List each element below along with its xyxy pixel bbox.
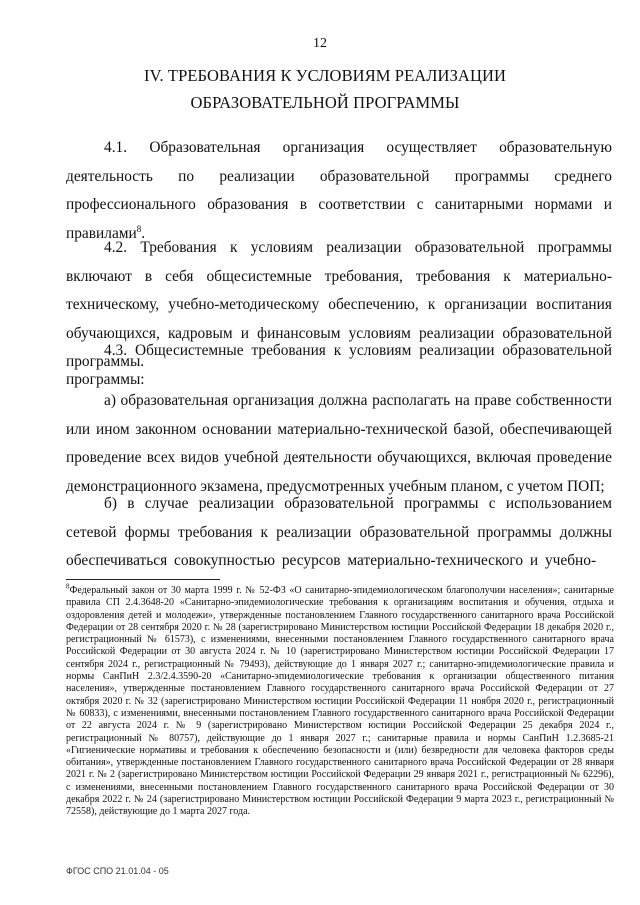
footnote-ref-8[interactable]: 8	[136, 223, 142, 234]
paragraph-a: а) образовательная организация должна располагать на праве собственности или ином законном основании материально-технической базой, обеспечивающей проведение всех видов учебной деятельности обучающихся, включая проведение демонстрационного экзамена, предусмотренных учебным планом, с учетом ПОП;	[66, 392, 612, 495]
section-heading: IV. ТРЕБОВАНИЯ К УСЛОВИЯМ РЕАЛИЗАЦИИ ОБРАЗОВАТЕЛЬНОЙ ПРОГРАММЫ	[143, 66, 507, 112]
document-code: ФГОС СПО 21.01.04 - 05	[66, 866, 169, 876]
paragraph-b: б) в случае реализации образовательной программы с использованием сетевой формы требования к реализации образовательной программы должны обеспечиваться совокупностью ресурсов материально-технического и учебно-	[66, 495, 612, 569]
page-number: 12	[313, 36, 327, 51]
paragraph-4-1	[66, 134, 612, 248]
footnote-separator	[66, 579, 220, 580]
footnote-text: Федеральный закон от 30 марта 1999 г. № 52-ФЗ «О санитарно-эпидемиологическом благополучии населения»; санитарные правила СП 2.4.3648-20 «Санитарно-эпидемиологические требования к организациям воспитания и обучения, отдыха и оздоровления детей и молодежи», утвержденные постановлением Главного государственного санитарного врача Российской Федерации от 28 сентября 2020 г. № 28 (зарегистрировано Министерством юстиции Российской Федерации 18 декабря 2020 г., регистрационный № 61573), с изменениями, внесенными постановлением Главного государственного санитарного врача Российской Федерации от 30 августа 2024 г. № 10 (зарегистрировано Министерством юстиции Российской Федерации 17 сентября 2024 г., регистрационный № 79493), действующие до 1 января 2027 г.; санитарно-эпидемиологические правила и нормы СанПиН 2.3/2.4.3590-20 «Санитарно-эпидемиологические требования к организации общественного питания населения», утвержденные постановлением Главного государственного санитарного врача Российской Федерации от 27 октября 2020 г. № 32 (зарегистрировано Министерством юстиции Российской Федерации 11 ноября 2020 г., регистрационный № 60833), с изменениями, внесенными постановлением Главного государственного санитарного врача Российской Федерации от 22 августа 2024 г. № 9 (зарегистрировано Министерством юстиции Российской Федерации 25 декабря 2024 г., регистрационный № 80757), действующие до 1 января 2027 г.; санитарные правила и нормы СанПиН 1.2.3685-21 «Гигиенические нормативы и требования к обеспечению безопасности и (или) безвредности для человека факторов среды обитания», утвержденные постановлением Главного государственного санитарного врача Российской Федерации от 28 января 2021 г. № 2 (зарегистрировано Министерством юстиции Российской Федерации 29 января 2021 г., регистрационный № 62296), с изменениями, внесенными постановлением Главного государственного санитарного врача Российской Федерации от 30 декабря 2022 г. № 24 (зарегистрировано Министерством юстиции Российской Федерации 9 марта 2023 г., регистрационный № 72558), действующие до 1 марта 2027 года.	[66, 585, 614, 818]
paragraph-4-3: 4.3. Общесистемные требования к условиям реализации образовательной программы:	[66, 342, 612, 388]
footnote-marker: 8	[66, 582, 70, 591]
paragraph-4-2: 4.2. Требования к условиям реализации образовательной программы включают в себя общесистемные требования, требования к материально-техническому, учебно-методическому обеспечению, к организации воспитания обучающихся, кадровым и финансовым условиям реализации образовательной программы.	[66, 239, 612, 370]
paragraph-4-1-end: .	[141, 224, 146, 242]
paragraph-4-1-text: 4.1. Образовательная организация осуществляет образовательную деятельность по реализации образовательной программы среднего профессионального образования в соответствии с санитарными нормами и правилами	[66, 139, 612, 242]
footnote-8	[66, 582, 614, 819]
